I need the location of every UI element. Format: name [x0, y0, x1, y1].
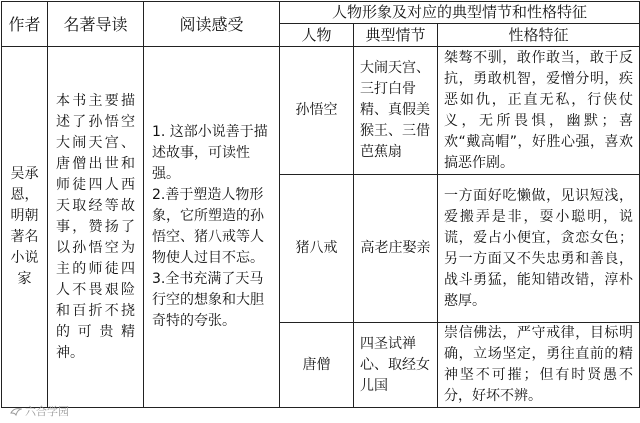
character-name: 孙悟空: [280, 47, 354, 175]
plot-cell: 四圣试禅心、取经女儿国: [354, 323, 438, 408]
reading-point-3: 3.全书充满了天马行空的想象和大胆奇特的夸张。: [152, 271, 264, 329]
intro-cell: 本书主要描述了孙悟空大闹天宫、唐僧出世和师徒四人西天取经等故事，赞扬了以孙悟空为主的师徒四人不畏艰险和百折不挠的可贵精神。: [48, 47, 144, 408]
traits-cell: 崇信佛法，严守戒律，目标明确，立场坚定，勇往直前的精神坚不可摧；但有时贤愚不分，好坏不辨。: [438, 323, 640, 408]
header-character: 人物: [280, 24, 354, 47]
traits-cell: 桀骜不驯，敢作敢当，敢于反抗，勇敢机智，爱憎分明，疾恶如仇，正直无私，行侠仗义，无所畏惧，幽默；喜欢“戴高帽”，好胜心强，喜欢搞恶作剧。: [438, 47, 640, 175]
watermark: [10, 405, 69, 419]
header-plot: 典型情节: [354, 24, 438, 47]
header-author: 作者: [2, 2, 48, 47]
plot-cell: 大闹天宫、三打白骨精、真假美猴王、三借芭蕉扇: [354, 47, 438, 175]
traits-cell: 一方面好吃懒做，见识短浅，爱搬弄是非，耍小聪明，说谎，爱占小便宜，贪恋女色；另一方面又不失忠勇和善良，战斗勇猛，能知错改错，淳朴憨厚。: [438, 175, 640, 323]
watermark-text: 六合学园: [25, 405, 69, 418]
reading-point-2: 2.善于塑造人物形象，它所塑造的孙悟空、猪八戒等人物使人过目不忘。: [152, 187, 264, 266]
reading-cell: [144, 47, 280, 408]
author-cell: 吴承恩，明朝著名小说家: [2, 47, 48, 408]
header-traits: 性格特征: [438, 24, 640, 47]
header-reading: 阅读感受: [144, 2, 280, 47]
reading-point-1: 1. 这部小说善于描述故事，可读性强。: [152, 124, 268, 182]
header-group: 人物形象及对应的典型情节和性格特征: [280, 2, 640, 24]
header-intro: 名著导读: [48, 2, 144, 47]
plot-cell: 高老庄娶亲: [354, 175, 438, 323]
character-name: 猪八戒: [280, 175, 354, 323]
character-name: 唐僧: [280, 323, 354, 408]
bird-logo-icon: [10, 406, 22, 418]
reading-guide-table: [1, 1, 640, 408]
